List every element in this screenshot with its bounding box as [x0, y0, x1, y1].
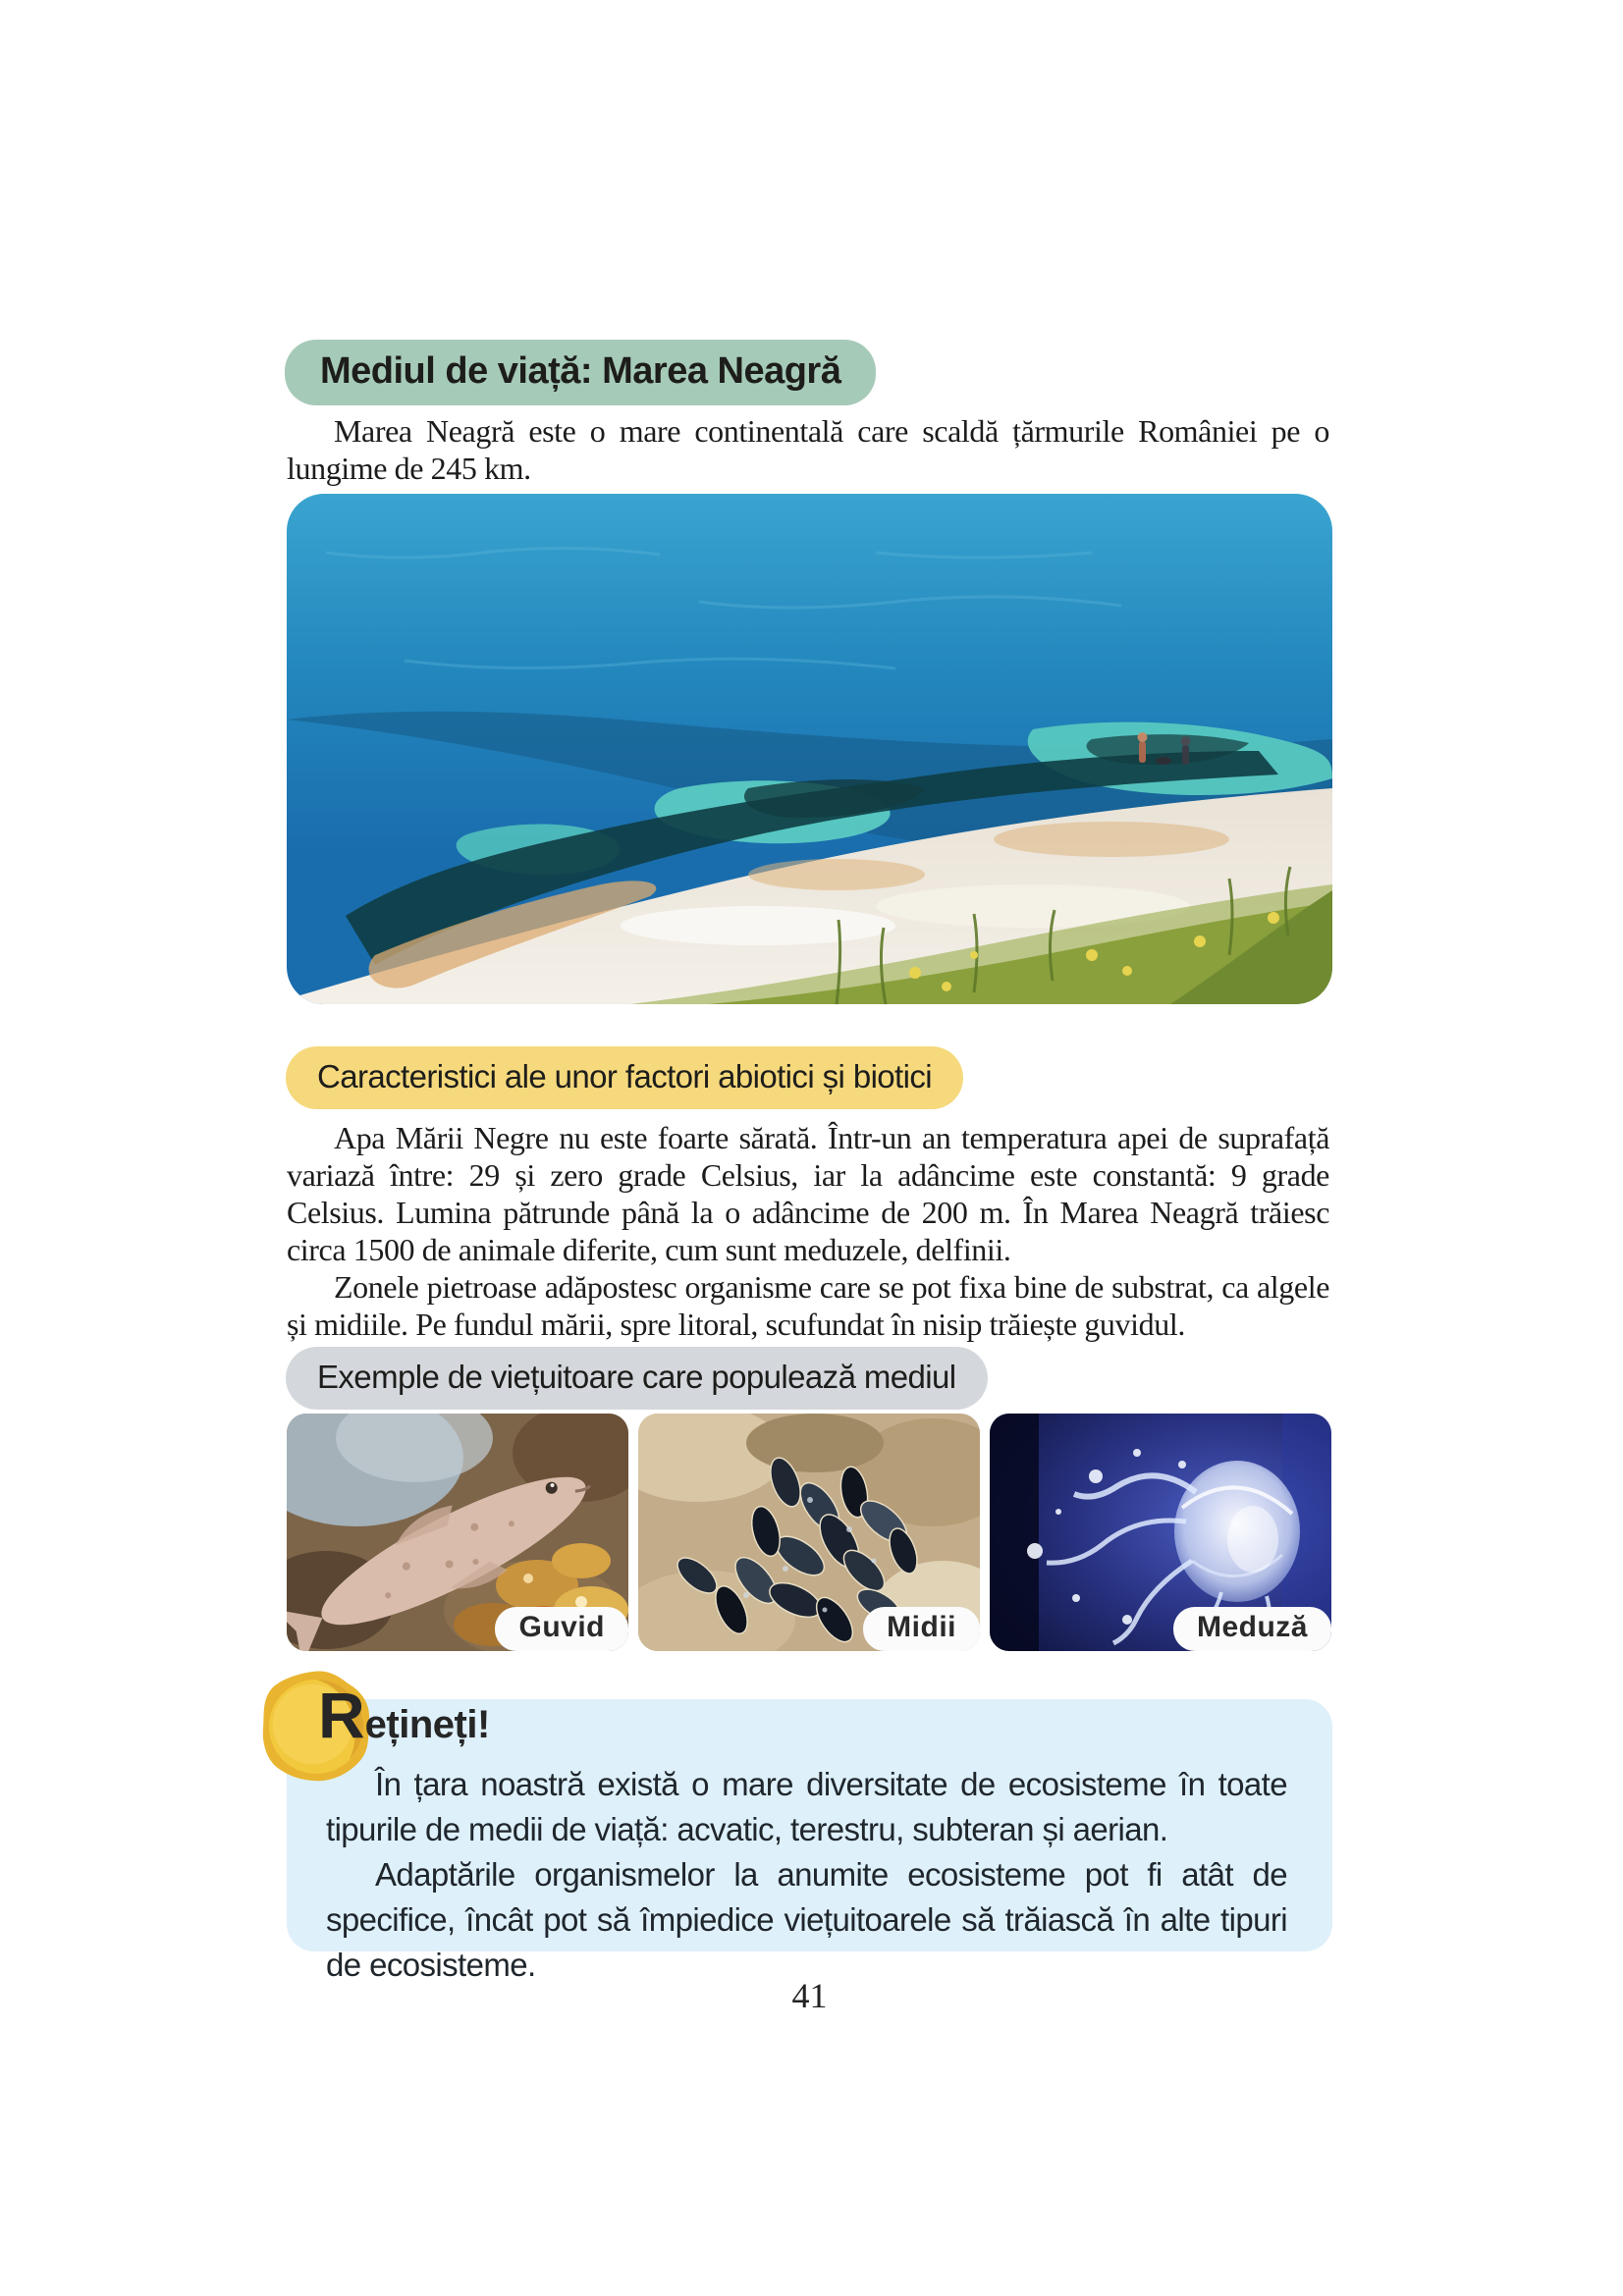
factors-text-block — [287, 1119, 1329, 1343]
remember-paragraph-2: Adaptările organismelor la anumite ecosisteme pot fi atât de specifice, încât pot să împiedice viețuitoarele să trăiască în alte tipuri de ecosisteme. — [326, 1856, 1287, 1983]
jellyfish-photo — [990, 1414, 1331, 1651]
examples-title-badge: Exemple de viețuitoare care populează mediul — [286, 1347, 988, 1410]
intro-text-block — [287, 412, 1329, 487]
goby-fish-photo — [287, 1414, 628, 1651]
mussels-photo — [638, 1414, 980, 1651]
species-photo-row — [287, 1414, 1332, 1651]
photo-label-guvid: Guvid — [495, 1607, 628, 1651]
factors-paragraph-2: Zonele pietroase adăpostesc organisme care se pot fixa bine de substrat, ca algele și midiile. Pe fundul mării, spre litoral, scufundat în nisip trăiește guvidul. — [287, 1269, 1329, 1342]
photo-label-meduza: Meduză — [1173, 1607, 1331, 1651]
factors-title-badge: Caracteristici ale unor factori abiotici și biotici — [286, 1046, 963, 1109]
remember-title-initial: R — [318, 1679, 365, 1751]
factors-paragraph-1: Apa Mării Negre nu este foarte sărată. Într-un an temperatura apei de suprafață variază între: 29 și zero grade Celsius, iar la adâncime este constantă: 9 grade Celsius. Lumina pătrunde până la o adâncime de 200 m. În Marea Neagră trăiesc circa 1500 de animale diferite, cum sunt meduzele, delfinii. — [287, 1120, 1329, 1267]
remember-title — [318, 1679, 490, 1751]
remember-title-rest: ețineți! — [364, 1703, 490, 1746]
intro-paragraph: Marea Neagră este o mare continentală care scaldă țărmurile României pe o lungime de 245 km. — [287, 413, 1329, 486]
photo-label-midii: Midii — [863, 1607, 980, 1651]
page-number: 41 — [791, 1976, 828, 2015]
sea-shore-illustration — [287, 494, 1332, 1004]
black-sea-shore-photo — [287, 494, 1332, 1004]
remember-paragraph-1: În țara noastră există o mare diversitate de ecosisteme în toate tipurile de medii de viață: acvatic, terestru, subteran și aerian. — [326, 1766, 1287, 1847]
habitat-title-badge: Mediul de viață: Marea Neagră — [285, 340, 876, 405]
